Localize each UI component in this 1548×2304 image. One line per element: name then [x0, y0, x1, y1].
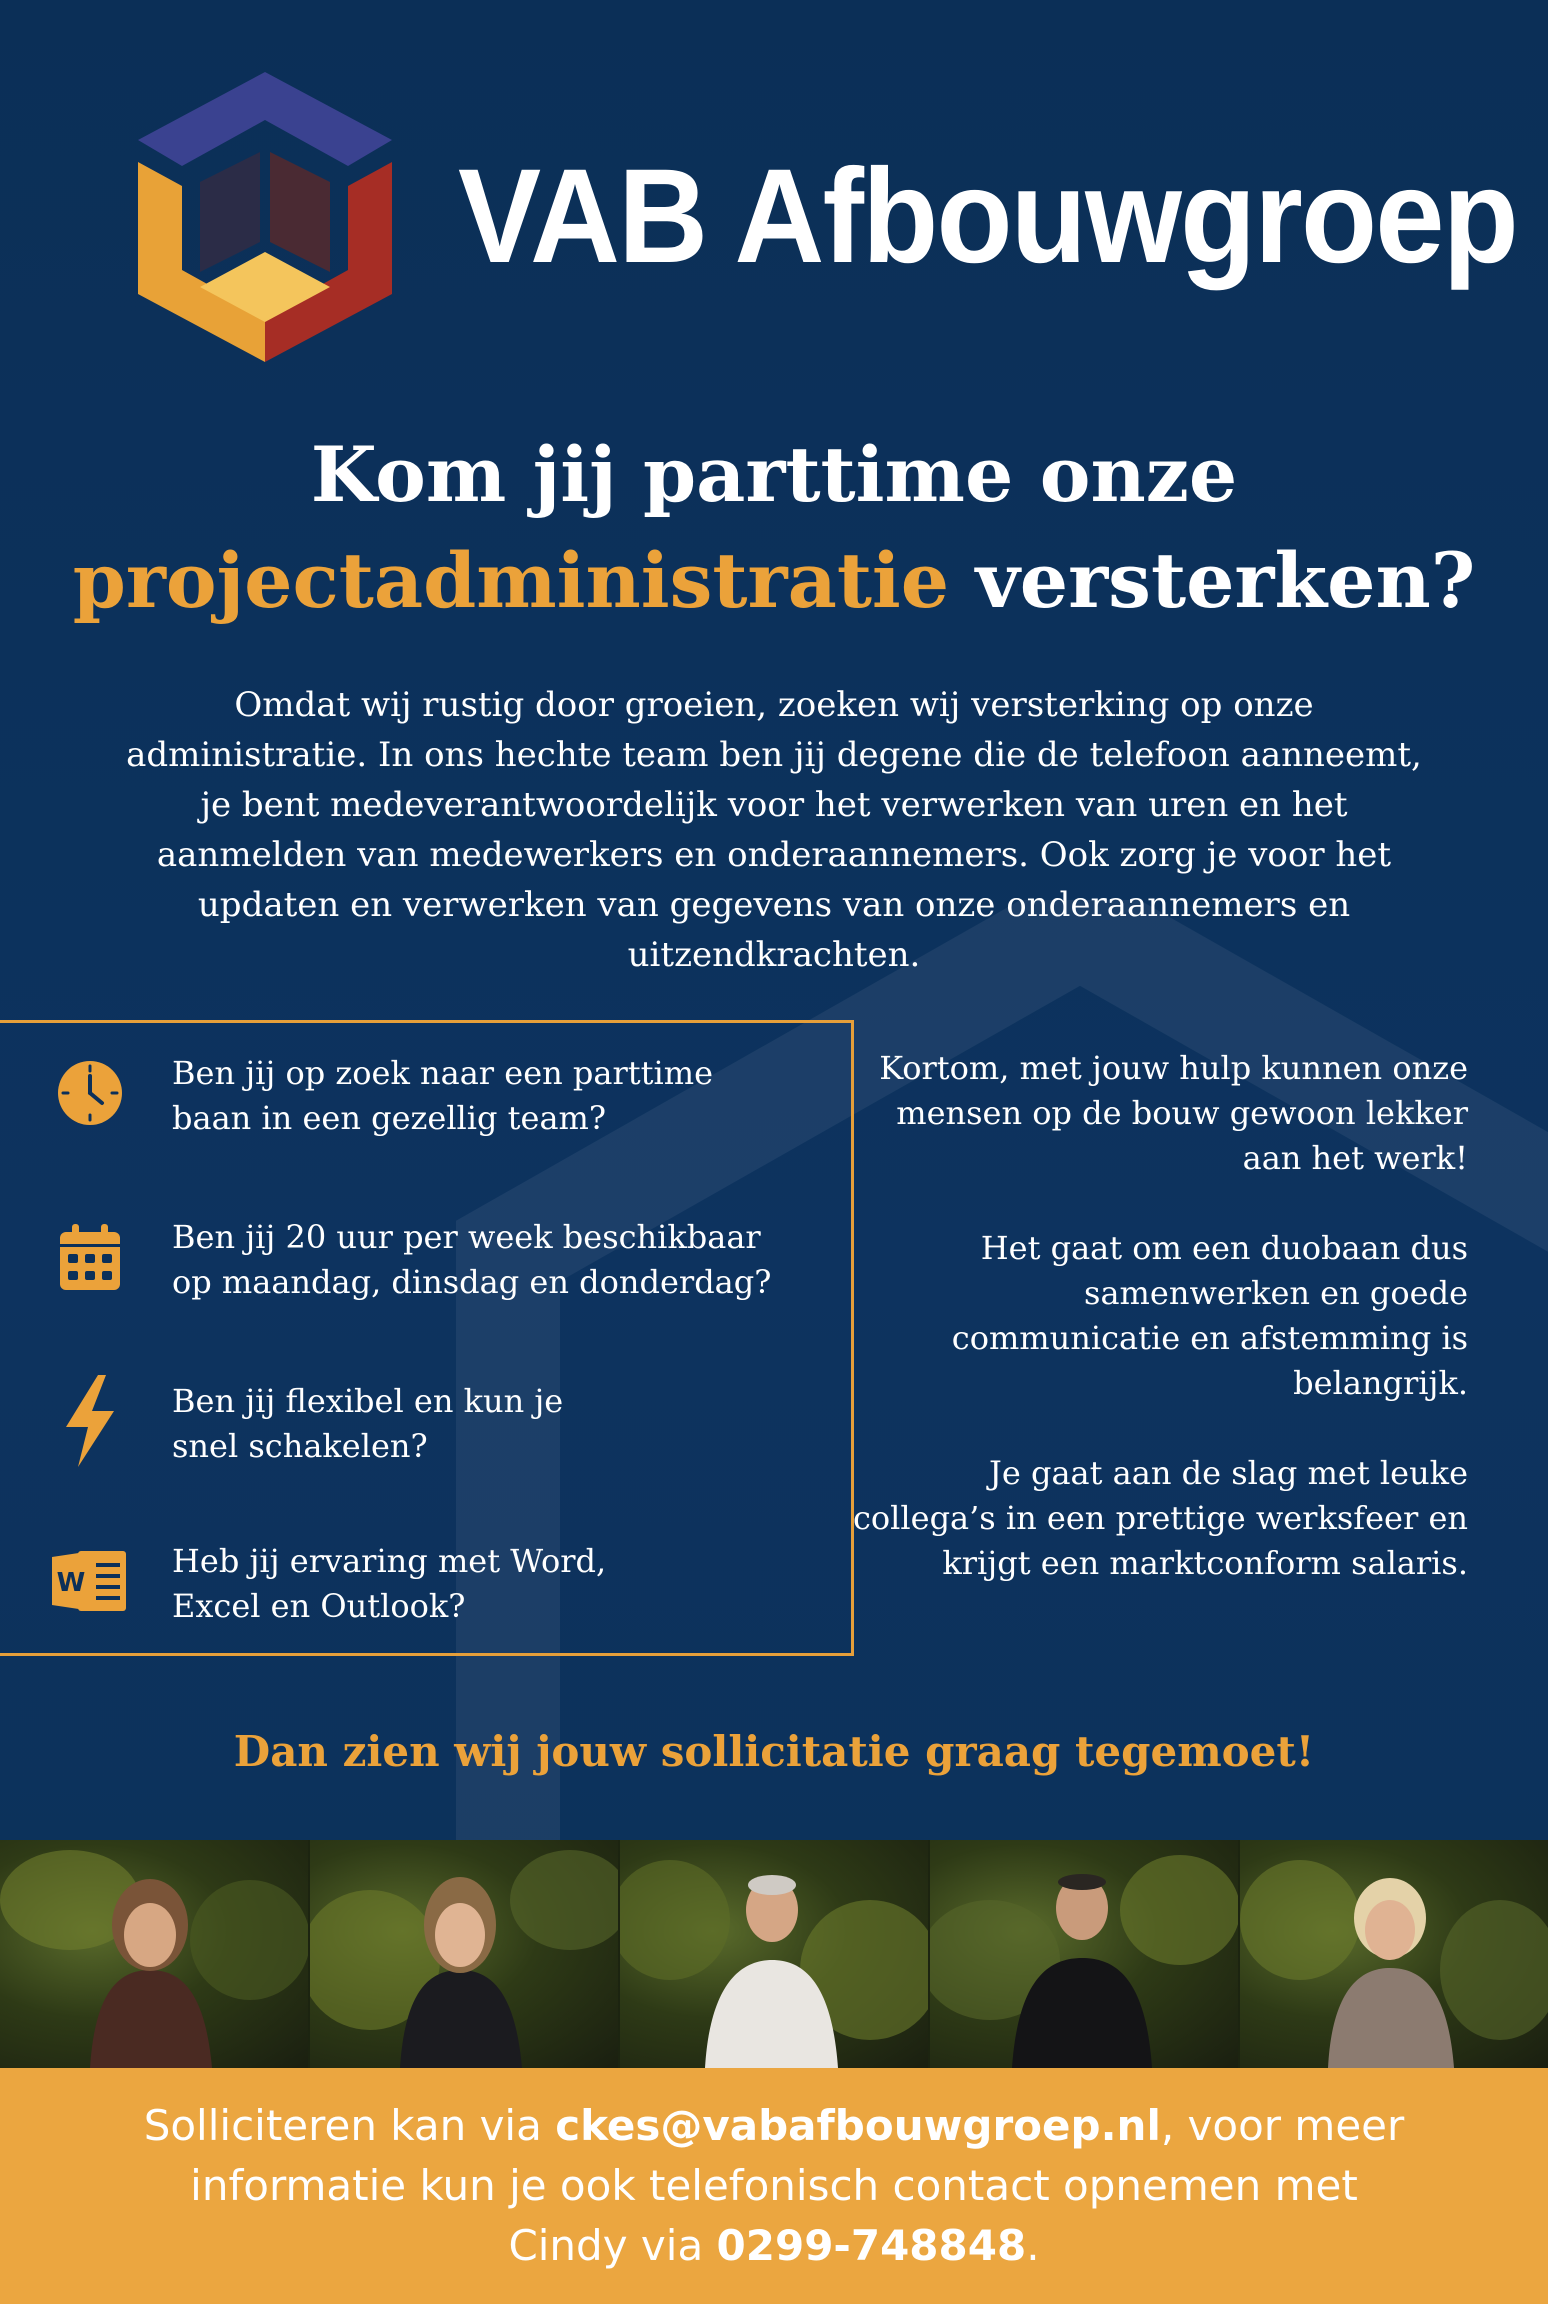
team-member-photo: [1238, 1840, 1548, 2068]
intro-paragraph: Omdat wij rustig door groeien, zoeken wij versterking op onze administratie. In ons hechte team ben jij degene die de telefoon aanneemt, je bent medeverantwoordelijk voor het verwerken van uren en het aanmelden van medewerkers en onderaannemers. Ook zorg je voor het updaten en verwerken van gegevens van onze onderaannemers en uitzendkrachten.: [126, 685, 1422, 975]
question-text: [172, 1051, 842, 1141]
team-member-photo: [308, 1840, 618, 2068]
headline-rest: versterken?: [975, 536, 1476, 625]
headline-line-1: Kom jij parttime onze: [310, 430, 1238, 519]
team-member-photo: [618, 1840, 928, 2068]
footer-contact: [0, 2068, 1548, 2304]
question-line: baan in een gezellig team?: [172, 1099, 607, 1137]
contact-email-link[interactable]: ckes@vabafbouwgroep.nl: [555, 2101, 1161, 2150]
contact-text: [124, 2096, 1424, 2276]
right-paragraph: Het gaat om een duobaan dus samenwerken en goede communicatie en afstemming is belangrijk.: [951, 1229, 1468, 1402]
question-line: op maandag, dinsdag en donderdag?: [172, 1263, 772, 1301]
question-line: Ben jij op zoek naar een parttime: [172, 1054, 714, 1092]
clock-icon: [52, 1051, 128, 1135]
question-item: [0, 1215, 854, 1335]
contact-text-mid: , voor meer informatie kun je ook telefonisch contact opnemen met Cindy via: [190, 2101, 1405, 2270]
question-text: [172, 1379, 842, 1469]
word-doc-icon: [52, 1539, 128, 1623]
team-photo-strip: [0, 1840, 1548, 2068]
team-member-photo: [0, 1840, 308, 2068]
right-paragraph: Je gaat aan de slag met leuke collega’s in een prettige werksfeer en krijgt een marktconform salaris.: [852, 1454, 1468, 1582]
team-member-photo: [928, 1840, 1238, 2068]
lightning-icon: [52, 1379, 128, 1463]
question-item: [0, 1539, 854, 1659]
headline-line-2: [0, 528, 1548, 634]
svg-text:W: W: [56, 1568, 86, 1598]
page-title: [0, 422, 1548, 634]
right-column-text: [848, 1046, 1468, 1631]
contact-phone-link[interactable]: 0299-748848: [716, 2221, 1027, 2270]
headline-highlight: projectadministratie: [72, 536, 950, 625]
question-line: snel schakelen?: [172, 1427, 428, 1465]
call-to-action: Dan zien wij jouw sollicitatie graag tegemoet!: [233, 1727, 1315, 1776]
right-paragraph: Kortom, met jouw hulp kunnen onze mensen op de bouw gewoon lekker aan het werk!: [879, 1049, 1468, 1177]
question-text: [172, 1539, 842, 1629]
company-logo-icon: [130, 62, 400, 372]
question-line: Ben jij 20 uur per week beschikbaar: [172, 1218, 761, 1256]
question-item: [0, 1379, 854, 1499]
question-line: Ben jij flexibel en kun je: [172, 1382, 564, 1420]
questions-box: [0, 1020, 854, 1656]
question-text: [172, 1215, 842, 1305]
question-line: Excel en Outlook?: [172, 1587, 466, 1625]
brand-name: VAB Afbouwgroep: [458, 142, 1517, 291]
contact-text-end: .: [1026, 2221, 1040, 2270]
question-line: Heb jij ervaring met Word,: [172, 1542, 607, 1580]
question-item: [0, 1051, 854, 1171]
calendar-icon: [52, 1215, 128, 1299]
contact-text-pre: Solliciteren kan via: [143, 2101, 556, 2150]
